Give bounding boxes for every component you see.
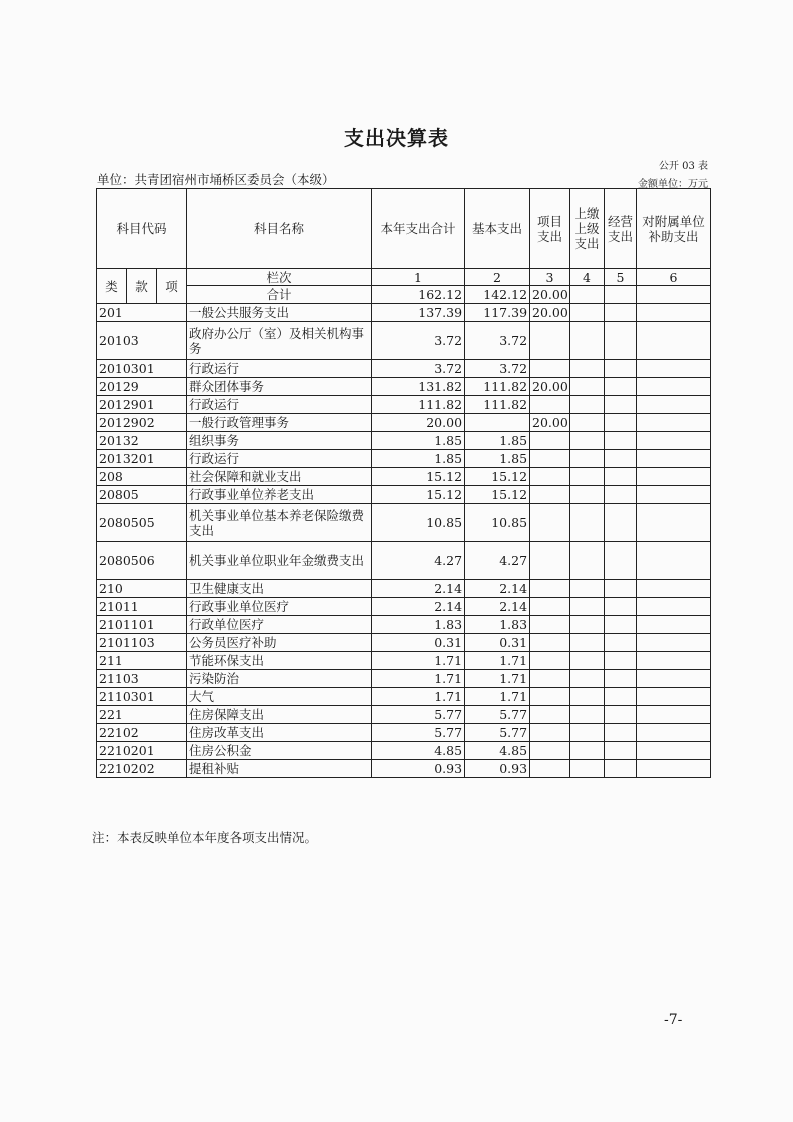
- row-total: 15.12: [372, 468, 465, 486]
- row-basic: 111.82: [465, 378, 530, 396]
- row-total: 15.12: [372, 486, 465, 504]
- row-basic: 117.39: [465, 304, 530, 322]
- table-row: [97, 598, 711, 616]
- row-name: 公务员医疗补助: [187, 634, 372, 652]
- header-operating: 经营支出: [605, 189, 637, 269]
- row-total: 20.00: [372, 414, 465, 432]
- row-upper: [570, 450, 605, 468]
- form-number: 公开 03 表: [658, 161, 708, 172]
- row-project: [530, 360, 570, 378]
- row-project: [530, 322, 570, 360]
- row-upper: [570, 724, 605, 742]
- row-project: 20.00: [530, 378, 570, 396]
- unit-label: 单位：共青团宿州市埇桥区委员会（本级）: [97, 172, 335, 187]
- row-basic: 1.71: [465, 652, 530, 670]
- row-basic: 0.31: [465, 634, 530, 652]
- row-project: [530, 468, 570, 486]
- row-total: 2.14: [372, 580, 465, 598]
- row-total: 10.85: [372, 504, 465, 542]
- row-total: 137.39: [372, 304, 465, 322]
- row-project: [530, 616, 570, 634]
- page-title: 支出决算表: [344, 126, 449, 150]
- row-name: 群众团体事务: [187, 378, 372, 396]
- table-row: [97, 542, 711, 580]
- total-value-4: [570, 286, 605, 304]
- row-subsidy: [637, 724, 711, 742]
- row-upper: [570, 598, 605, 616]
- col-num-5: 5: [605, 269, 637, 286]
- table-row: [97, 742, 711, 760]
- row-project: [530, 432, 570, 450]
- row-total: 1.85: [372, 450, 465, 468]
- row-upper: [570, 414, 605, 432]
- row-basic: 1.71: [465, 688, 530, 706]
- row-project: [530, 706, 570, 724]
- row-upper: [570, 760, 605, 778]
- row-total: 5.77: [372, 724, 465, 742]
- row-name: 机关事业单位基本养老保险缴费支出: [187, 504, 372, 542]
- row-total: 111.82: [372, 396, 465, 414]
- row-basic: 4.27: [465, 542, 530, 580]
- row-total: 3.72: [372, 322, 465, 360]
- row-operating: [605, 542, 637, 580]
- row-operating: [605, 760, 637, 778]
- row-subsidy: [637, 542, 711, 580]
- table-row: [97, 504, 711, 542]
- col-num-1: 1: [372, 269, 465, 286]
- table-row: [97, 634, 711, 652]
- table-row: [97, 322, 711, 360]
- table-row: [97, 724, 711, 742]
- header-lei: 类: [97, 269, 127, 304]
- table-row: [97, 396, 711, 414]
- row-operating: [605, 724, 637, 742]
- row-project: [530, 760, 570, 778]
- row-total: 0.93: [372, 760, 465, 778]
- page-number: -7-: [664, 1012, 683, 1028]
- table-row: [97, 688, 711, 706]
- money-unit-label: 金额单位：万元: [638, 179, 708, 190]
- row-basic: 15.12: [465, 486, 530, 504]
- row-upper: [570, 670, 605, 688]
- row-total: 0.31: [372, 634, 465, 652]
- row-total: 2.14: [372, 598, 465, 616]
- row-subsidy: [637, 468, 711, 486]
- row-name: 行政运行: [187, 360, 372, 378]
- row-subsidy: [637, 706, 711, 724]
- row-operating: [605, 468, 637, 486]
- row-subsidy: [637, 760, 711, 778]
- table-row: [97, 432, 711, 450]
- row-name: 节能环保支出: [187, 652, 372, 670]
- col-num-3: 3: [530, 269, 570, 286]
- row-total: 131.82: [372, 378, 465, 396]
- row-name: 政府办公厅（室）及相关机构事务: [187, 322, 372, 360]
- table-row: [97, 580, 711, 598]
- row-code: 20103: [97, 322, 187, 360]
- row-subsidy: [637, 504, 711, 542]
- row-subsidy: [637, 742, 711, 760]
- row-basic: 1.85: [465, 450, 530, 468]
- row-upper: [570, 688, 605, 706]
- row-code: 20132: [97, 432, 187, 450]
- row-project: [530, 652, 570, 670]
- row-operating: [605, 322, 637, 360]
- row-total: 4.85: [372, 742, 465, 760]
- row-name: 行政事业单位医疗: [187, 598, 372, 616]
- row-name: 住房公积金: [187, 742, 372, 760]
- row-name: 大气: [187, 688, 372, 706]
- row-operating: [605, 486, 637, 504]
- row-name: 一般行政管理事务: [187, 414, 372, 432]
- row-subsidy: [637, 634, 711, 652]
- row-upper: [570, 634, 605, 652]
- header-total: 本年支出合计: [372, 189, 465, 269]
- row-upper: [570, 580, 605, 598]
- col-num-4: 4: [570, 269, 605, 286]
- table-row: [97, 652, 711, 670]
- row-name: 行政运行: [187, 396, 372, 414]
- row-subsidy: [637, 378, 711, 396]
- row-basic: 2.14: [465, 580, 530, 598]
- row-code: 2012901: [97, 396, 187, 414]
- row-project: [530, 688, 570, 706]
- row-operating: [605, 670, 637, 688]
- row-total: 1.85: [372, 432, 465, 450]
- row-operating: [605, 634, 637, 652]
- row-code: 2010301: [97, 360, 187, 378]
- row-basic: 1.83: [465, 616, 530, 634]
- table-row: [97, 450, 711, 468]
- row-project: [530, 396, 570, 414]
- row-operating: [605, 414, 637, 432]
- row-code: 2080505: [97, 504, 187, 542]
- row-code: 20805: [97, 486, 187, 504]
- row-project: [530, 634, 570, 652]
- row-subsidy: [637, 414, 711, 432]
- total-row: [97, 286, 711, 304]
- total-value-3: 20.00: [530, 286, 570, 304]
- row-project: 20.00: [530, 304, 570, 322]
- row-project: [530, 724, 570, 742]
- table-row: [97, 486, 711, 504]
- row-subsidy: [637, 360, 711, 378]
- row-code: 210: [97, 580, 187, 598]
- row-upper: [570, 742, 605, 760]
- row-code: 2101101: [97, 616, 187, 634]
- row-operating: [605, 580, 637, 598]
- row-subsidy: [637, 486, 711, 504]
- row-code: 2012902: [97, 414, 187, 432]
- row-basic: 4.85: [465, 742, 530, 760]
- row-name: 一般公共服务支出: [187, 304, 372, 322]
- header-upper: 上缴上级支出: [570, 189, 605, 269]
- header-project: 项目支出: [530, 189, 570, 269]
- row-name: 行政单位医疗: [187, 616, 372, 634]
- row-total: 3.72: [372, 360, 465, 378]
- row-subsidy: [637, 670, 711, 688]
- row-operating: [605, 450, 637, 468]
- header-xiang: 项: [157, 269, 187, 304]
- row-total: 1.83: [372, 616, 465, 634]
- row-operating: [605, 396, 637, 414]
- row-name: 组织事务: [187, 432, 372, 450]
- header-kuan: 款: [127, 269, 157, 304]
- row-code: 20129: [97, 378, 187, 396]
- col-num-2: 2: [465, 269, 530, 286]
- row-project: [530, 504, 570, 542]
- row-upper: [570, 468, 605, 486]
- row-basic: 10.85: [465, 504, 530, 542]
- row-total: 1.71: [372, 688, 465, 706]
- table-row: [97, 468, 711, 486]
- row-subsidy: [637, 322, 711, 360]
- col-num-6: 6: [637, 269, 711, 286]
- row-total: 1.71: [372, 652, 465, 670]
- row-operating: [605, 742, 637, 760]
- row-code: 2101103: [97, 634, 187, 652]
- row-name: 住房保障支出: [187, 706, 372, 724]
- row-project: [530, 742, 570, 760]
- row-basic: [465, 414, 530, 432]
- row-code: 2110301: [97, 688, 187, 706]
- header-name: 科目名称: [187, 189, 372, 269]
- row-code: 2013201: [97, 450, 187, 468]
- row-basic: 2.14: [465, 598, 530, 616]
- row-project: [530, 486, 570, 504]
- table-note: 注：本表反映单位本年度各项支出情况。: [92, 830, 318, 845]
- row-operating: [605, 616, 637, 634]
- table-row: [97, 378, 711, 396]
- row-operating: [605, 688, 637, 706]
- row-upper: [570, 486, 605, 504]
- row-code: 21011: [97, 598, 187, 616]
- total-value-5: [605, 286, 637, 304]
- row-upper: [570, 706, 605, 724]
- table-row: [97, 670, 711, 688]
- row-code: 2210201: [97, 742, 187, 760]
- expenditure-table: [96, 188, 711, 778]
- table-row: [97, 414, 711, 432]
- total-value-1: 162.12: [372, 286, 465, 304]
- row-basic: 3.72: [465, 322, 530, 360]
- row-upper: [570, 322, 605, 360]
- row-basic: 3.72: [465, 360, 530, 378]
- row-operating: [605, 598, 637, 616]
- header-code: 科目代码: [97, 189, 187, 269]
- row-code: 221: [97, 706, 187, 724]
- row-total: 5.77: [372, 706, 465, 724]
- table-row: [97, 304, 711, 322]
- row-name: 住房改革支出: [187, 724, 372, 742]
- row-upper: [570, 396, 605, 414]
- row-name: 提租补贴: [187, 760, 372, 778]
- row-basic: 15.12: [465, 468, 530, 486]
- table-row: [97, 616, 711, 634]
- column-number-row: [97, 269, 711, 286]
- row-code: 211: [97, 652, 187, 670]
- row-name: 卫生健康支出: [187, 580, 372, 598]
- row-upper: [570, 616, 605, 634]
- row-subsidy: [637, 598, 711, 616]
- table-row: [97, 360, 711, 378]
- row-project: [530, 450, 570, 468]
- header-basic: 基本支出: [465, 189, 530, 269]
- row-operating: [605, 706, 637, 724]
- row-code: 201: [97, 304, 187, 322]
- row-subsidy: [637, 304, 711, 322]
- row-subsidy: [637, 580, 711, 598]
- row-subsidy: [637, 652, 711, 670]
- row-name: 行政事业单位养老支出: [187, 486, 372, 504]
- row-basic: 5.77: [465, 706, 530, 724]
- table-row: [97, 760, 711, 778]
- total-value-2: 142.12: [465, 286, 530, 304]
- row-code: 208: [97, 468, 187, 486]
- row-operating: [605, 652, 637, 670]
- row-name: 机关事业单位职业年金缴费支出: [187, 542, 372, 580]
- row-upper: [570, 504, 605, 542]
- row-subsidy: [637, 450, 711, 468]
- row-total: 4.27: [372, 542, 465, 580]
- row-upper: [570, 360, 605, 378]
- row-subsidy: [637, 432, 711, 450]
- header-subsidy: 对附属单位补助支出: [637, 189, 711, 269]
- row-name: 行政运行: [187, 450, 372, 468]
- row-upper: [570, 432, 605, 450]
- row-project: [530, 670, 570, 688]
- row-basic: 1.85: [465, 432, 530, 450]
- column-label: 栏次: [187, 269, 372, 286]
- total-value-6: [637, 286, 711, 304]
- row-subsidy: [637, 396, 711, 414]
- row-basic: 1.71: [465, 670, 530, 688]
- row-project: [530, 598, 570, 616]
- row-project: 20.00: [530, 414, 570, 432]
- row-code: 21103: [97, 670, 187, 688]
- row-operating: [605, 504, 637, 542]
- row-upper: [570, 542, 605, 580]
- row-code: 22102: [97, 724, 187, 742]
- table-row: [97, 706, 711, 724]
- row-subsidy: [637, 688, 711, 706]
- row-project: [530, 580, 570, 598]
- row-upper: [570, 652, 605, 670]
- row-name: 污染防治: [187, 670, 372, 688]
- row-project: [530, 542, 570, 580]
- row-code: 2210202: [97, 760, 187, 778]
- header-row: [97, 189, 711, 269]
- row-operating: [605, 304, 637, 322]
- row-basic: 111.82: [465, 396, 530, 414]
- row-total: 1.71: [372, 670, 465, 688]
- row-operating: [605, 378, 637, 396]
- total-label: 合计: [187, 286, 372, 304]
- row-operating: [605, 360, 637, 378]
- row-upper: [570, 304, 605, 322]
- row-upper: [570, 378, 605, 396]
- row-basic: 0.93: [465, 760, 530, 778]
- row-subsidy: [637, 616, 711, 634]
- row-operating: [605, 432, 637, 450]
- row-basic: 5.77: [465, 724, 530, 742]
- row-name: 社会保障和就业支出: [187, 468, 372, 486]
- row-code: 2080506: [97, 542, 187, 580]
